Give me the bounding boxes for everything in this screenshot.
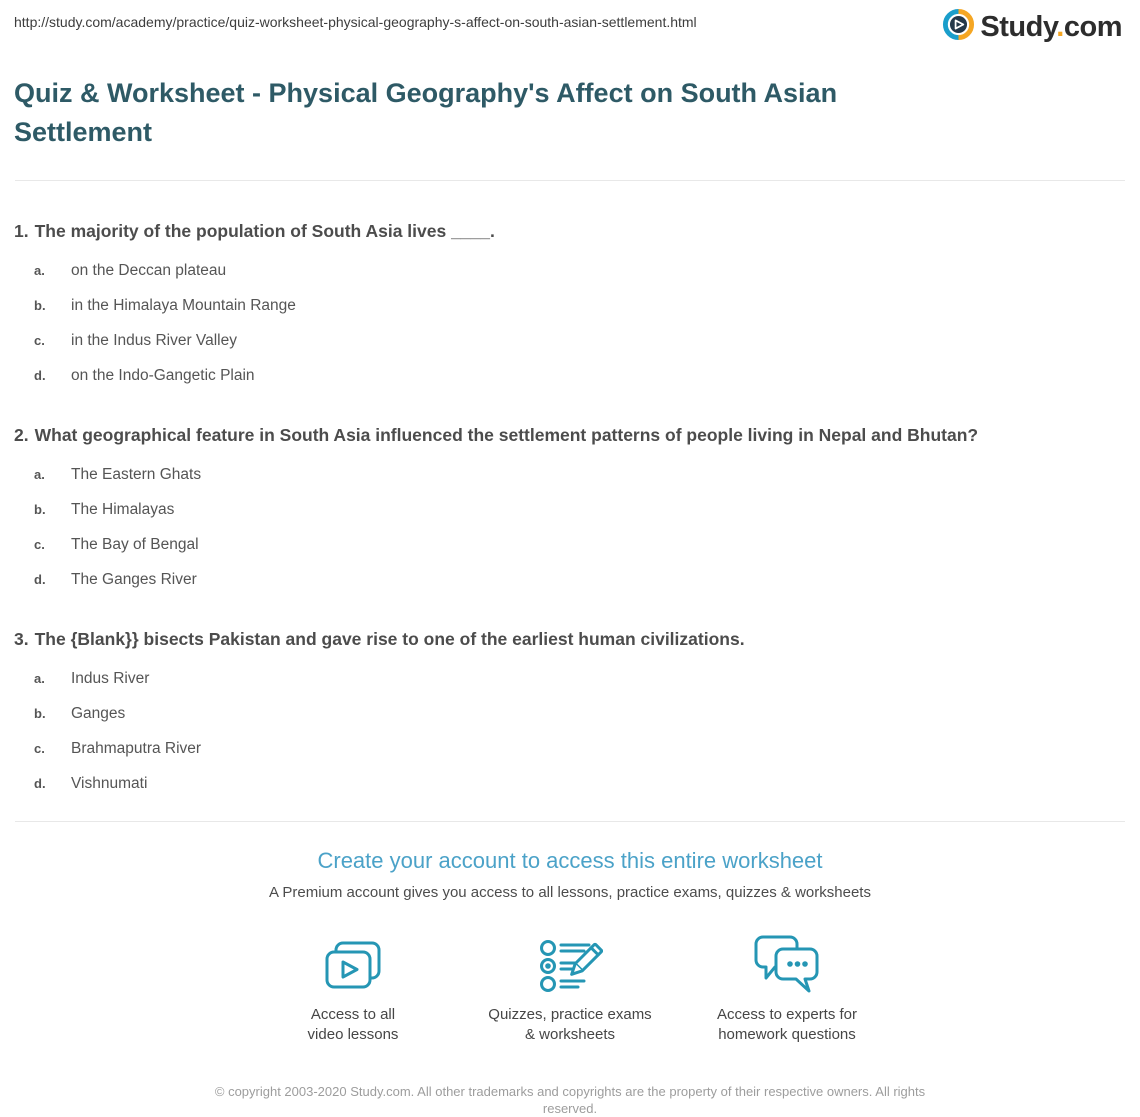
feature-video-lessons <box>245 931 462 1045</box>
question-number: 2. <box>14 425 29 445</box>
option-letter: b. <box>34 706 46 721</box>
option-text: The Bay of Bengal <box>71 536 199 553</box>
content-divider <box>15 180 1125 181</box>
option-row[interactable] <box>14 774 1126 793</box>
option-text: in the Himalaya Mountain Range <box>71 297 296 314</box>
signup-subheading: A Premium account gives you access to all lessons, practice exams, quizzes & worksheets <box>269 884 871 901</box>
signup-section <box>0 848 1140 1117</box>
option-row[interactable] <box>14 570 1126 589</box>
option-row[interactable] <box>14 465 1126 484</box>
option-row[interactable] <box>14 296 1126 315</box>
option-row[interactable] <box>14 535 1126 554</box>
option-letter: a. <box>34 671 45 686</box>
option-letter: b. <box>34 298 46 313</box>
question-1 <box>14 217 1126 385</box>
quiz-questions <box>0 217 1140 793</box>
option-text: The Ganges River <box>71 571 197 588</box>
option-letter: b. <box>34 502 46 517</box>
question-2 <box>14 421 1126 589</box>
content-divider <box>15 821 1125 822</box>
option-text: Brahmaputra River <box>71 740 202 757</box>
option-letter: c. <box>34 537 45 552</box>
top-bar <box>0 0 1140 46</box>
option-text: The Himalayas <box>71 501 175 518</box>
video-lessons-icon <box>245 931 462 995</box>
chat-experts-icon <box>679 931 896 995</box>
option-letter: c. <box>34 333 45 348</box>
option-letter: a. <box>34 467 45 482</box>
option-text: The Eastern Ghats <box>71 466 202 483</box>
option-text: Vishnumati <box>71 775 148 792</box>
studycom-logo-text: Study.com <box>980 10 1122 43</box>
option-text: Indus River <box>71 670 150 687</box>
feature-label: Access to all video lessons <box>307 1006 399 1043</box>
feature-label: Access to experts for homework questions <box>716 1006 858 1043</box>
feature-homework-experts <box>679 931 896 1045</box>
option-row[interactable] <box>14 366 1126 385</box>
page-title: Quiz & Worksheet - Physical Geography's Affect on South Asian Settlement <box>14 78 838 147</box>
option-row[interactable] <box>14 331 1126 350</box>
question-3 <box>14 625 1126 793</box>
option-letter: d. <box>34 572 46 587</box>
question-text: 2. What geographical feature in South Asia influenced the settlement patterns of people living in Nepal and Bhutan? <box>14 425 979 445</box>
question-number: 3. <box>14 629 29 649</box>
option-text: Ganges <box>71 705 126 722</box>
option-text: on the Indo-Gangetic Plain <box>71 367 255 384</box>
studycom-play-badge-icon <box>942 8 975 46</box>
copyright-text: © copyright 2003-2020 Study.com. All other trademarks and copyrights are the property of their respective owners. All rights reserved. <box>214 1084 926 1116</box>
option-letter: c. <box>34 741 45 756</box>
question-number: 1. <box>14 221 29 241</box>
signup-heading-link[interactable]: Create your account to access this entire worksheet <box>317 848 823 873</box>
option-letter: d. <box>34 368 46 383</box>
option-row[interactable] <box>14 500 1126 519</box>
option-text: on the Deccan plateau <box>71 262 227 279</box>
option-letter: d. <box>34 776 46 791</box>
question-text: 1. The majority of the population of South Asia lives ____. <box>14 221 495 241</box>
quiz-worksheet-icon <box>462 931 679 995</box>
option-row[interactable] <box>14 669 1126 688</box>
option-row[interactable] <box>14 261 1126 280</box>
option-letter: a. <box>34 263 45 278</box>
feature-label: Quizzes, practice exams & worksheets <box>488 1006 652 1043</box>
studycom-logo[interactable] <box>942 8 1122 46</box>
page-url: http://study.com/academy/practice/quiz-worksheet-physical-geography-s-affect-on-south-asian-settlement.html <box>14 14 697 30</box>
feature-quizzes-worksheets <box>462 931 679 1045</box>
question-text: 3. The {Blank}} bisects Pakistan and gave rise to one of the earliest human civilizations. <box>14 629 745 649</box>
option-row[interactable] <box>14 739 1126 758</box>
feature-list <box>0 931 1140 1045</box>
option-text: in the Indus River Valley <box>71 332 237 349</box>
option-row[interactable] <box>14 704 1126 723</box>
